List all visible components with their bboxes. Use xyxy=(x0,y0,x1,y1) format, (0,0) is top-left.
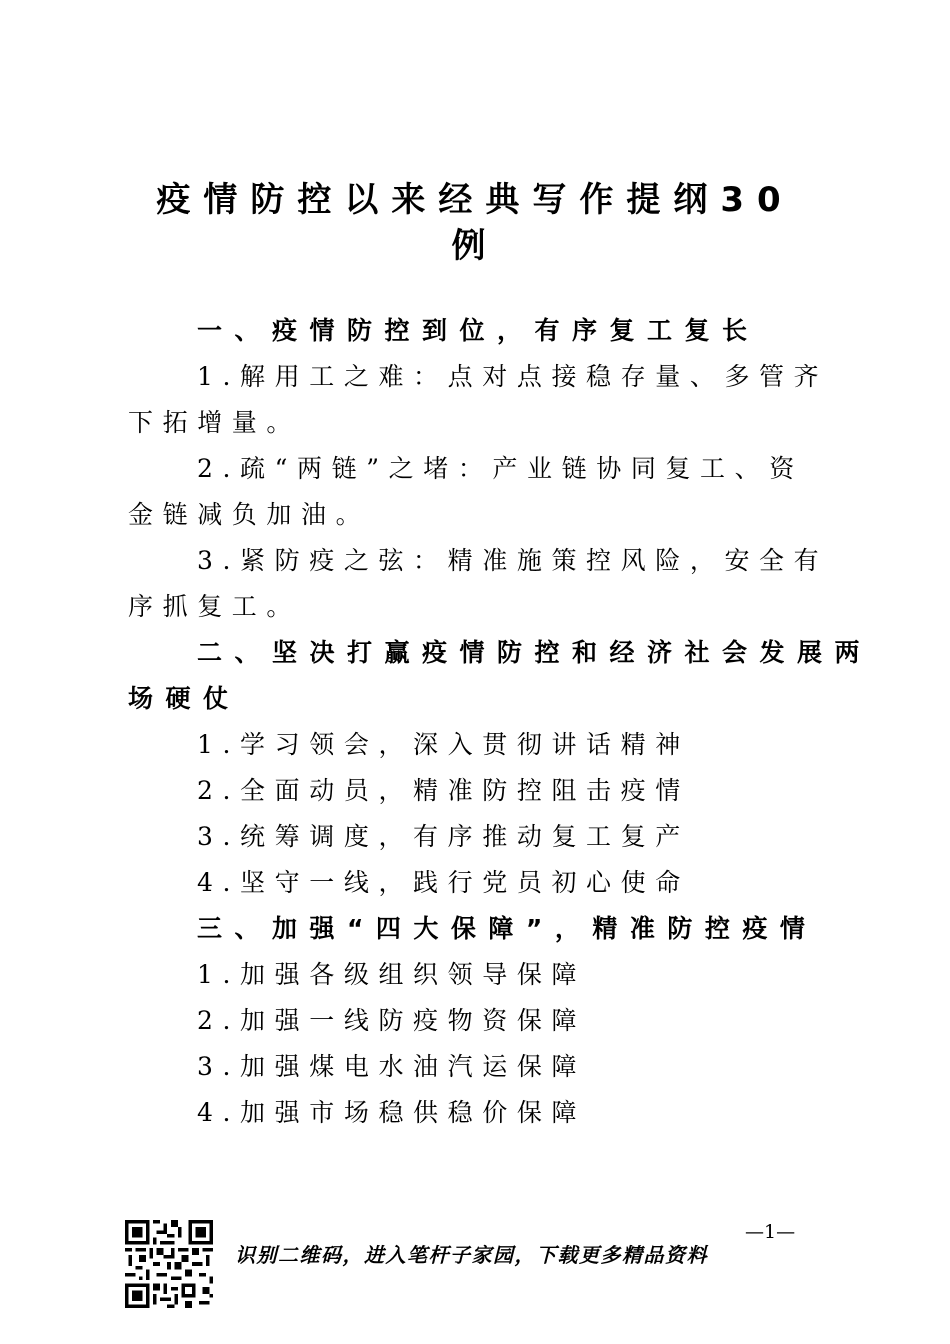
section-3-heading: 三、加强“四大保障”，精准防控疫情 xyxy=(197,914,818,943)
section-2-heading-line-2: 场硬仗 xyxy=(128,684,241,713)
footer-promo-text: 识别二维码，进入笔杆子家园，下载更多精品资料 xyxy=(235,1243,708,1267)
document-title-line-1: 疫情防控以来经典写作提纲30 xyxy=(156,180,794,220)
section-2-item-1: 1.学习领会，深入贯彻讲话精神 xyxy=(197,730,690,759)
section-1-item-1-line-2: 下拓增量。 xyxy=(128,408,302,437)
section-1-heading: 一、疫情防控到位，有序复工复长 xyxy=(197,316,760,345)
section-1-item-1-line-1: 1.解用工之难：点对点接稳存量、多管齐 xyxy=(197,362,829,391)
section-1-item-3-line-1: 3.紧防疫之弦：精准施策控风险，安全有 xyxy=(197,546,829,575)
page-number: —1— xyxy=(745,1221,796,1243)
section-2-item-2: 2.全面动员，精准防控阻击疫情 xyxy=(197,776,690,805)
section-3-item-1: 1.加强各级组织领导保障 xyxy=(197,960,587,989)
section-1-item-2-line-1: 2.疏“两链”之堵：产业链协同复工、资 xyxy=(197,454,804,483)
qr-code-icon xyxy=(125,1220,213,1308)
section-3-item-2: 2.加强一线防疫物资保障 xyxy=(197,1006,587,1035)
section-2-heading: 二、坚决打赢疫情防控和经济社会发展两 xyxy=(197,638,873,667)
section-3-item-3: 3.加强煤电水油汽运保障 xyxy=(197,1052,587,1081)
document-title-line-2: 例 xyxy=(451,226,499,266)
section-2-item-4: 4.坚守一线，践行党员初心使命 xyxy=(197,868,690,897)
section-1-item-3-line-2: 序抓复工。 xyxy=(128,592,302,621)
section-2-item-3: 3.统筹调度，有序推动复工复产 xyxy=(197,822,690,851)
section-3-item-4: 4.加强市场稳供稳价保障 xyxy=(197,1098,587,1127)
section-1-item-2-line-2: 金链减负加油。 xyxy=(128,500,371,529)
